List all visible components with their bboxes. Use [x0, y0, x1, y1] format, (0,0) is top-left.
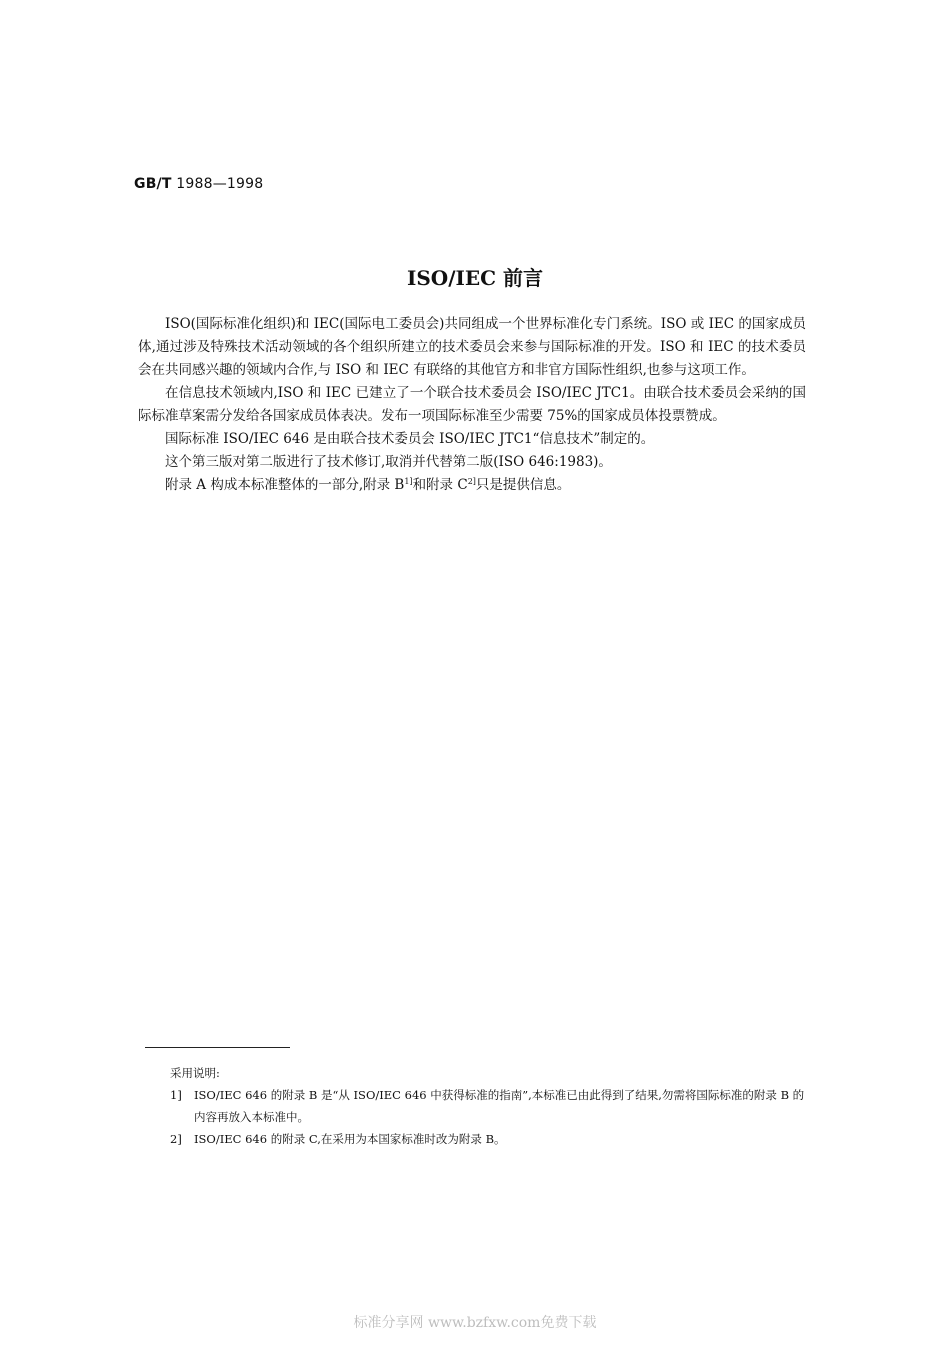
- annex-text-part1: 附录 A 构成本标准整体的一部分,附录 B: [165, 477, 405, 493]
- paragraph-annex: [138, 474, 806, 497]
- watermark-text: 标准分享网 www.bzfxw.com免费下载: [353, 1315, 597, 1331]
- footnote-ref-2: 2]: [467, 477, 476, 486]
- footnote-item: [170, 1128, 806, 1150]
- page-title: ISO/IEC 前言: [406, 266, 543, 290]
- annex-text-part2: 和附录 C: [412, 477, 468, 493]
- footnote-number: 1]: [170, 1088, 182, 1102]
- standard-prefix: GB/T: [134, 176, 172, 192]
- standard-number: 1988—1998: [176, 176, 264, 192]
- footnotes: [170, 1062, 806, 1150]
- paragraph-2: 在信息技术领域内,ISO 和 IEC 已建立了一个联合技术委员会 ISO/IEC JTC1。由联合技术委员会采纳的国际标准草案需分发给各国家成员体表决。发布一项国际标准至少需要 75%的国家成员体投票赞成。: [138, 385, 806, 424]
- footnote-text: ISO/IEC 646 的附录 C,在采用为本国家标准时改为附录 B。: [194, 1132, 506, 1146]
- paragraph-3: 国际标准 ISO/IEC 646 是由联合技术委员会 ISO/IEC JTC1“信息技术”制定的。: [165, 431, 655, 447]
- footnote-ref-1: 1]: [404, 477, 413, 486]
- footnote-text: ISO/IEC 646 的附录 B 是“从 ISO/IEC 646 中获得标准的指南”,本标准已由此得到了结果,勿需将国际标准的附录 B 的内容再放入本标准中。: [194, 1088, 805, 1124]
- footnote-item: [170, 1084, 806, 1128]
- footnotes-heading: 采用说明:: [170, 1066, 220, 1080]
- page-header: [134, 176, 263, 192]
- paragraph-4: 这个第三版对第二版进行了技术修订,取消并代替第二版(ISO 646:1983)。: [165, 454, 612, 470]
- footnote-number: 2]: [170, 1132, 182, 1146]
- paragraph-1: ISO(国际标准化组织)和 IEC(国际电工委员会)共同组成一个世界标准化专门系统。ISO 或 IEC 的国家成员体,通过涉及特殊技术活动领域的各个组织所建立的技术委员会来参与国际标准的开发。ISO 和 IEC 的技术委员会在共同感兴趣的领域内合作,与 ISO 和 IEC 有联络的其他官方和非官方国际性组织,也参与这项工作。: [138, 316, 806, 378]
- foreword-body: [138, 313, 806, 497]
- annex-text-part3: 只是提供信息。: [475, 477, 571, 493]
- footnote-divider: [145, 1047, 290, 1048]
